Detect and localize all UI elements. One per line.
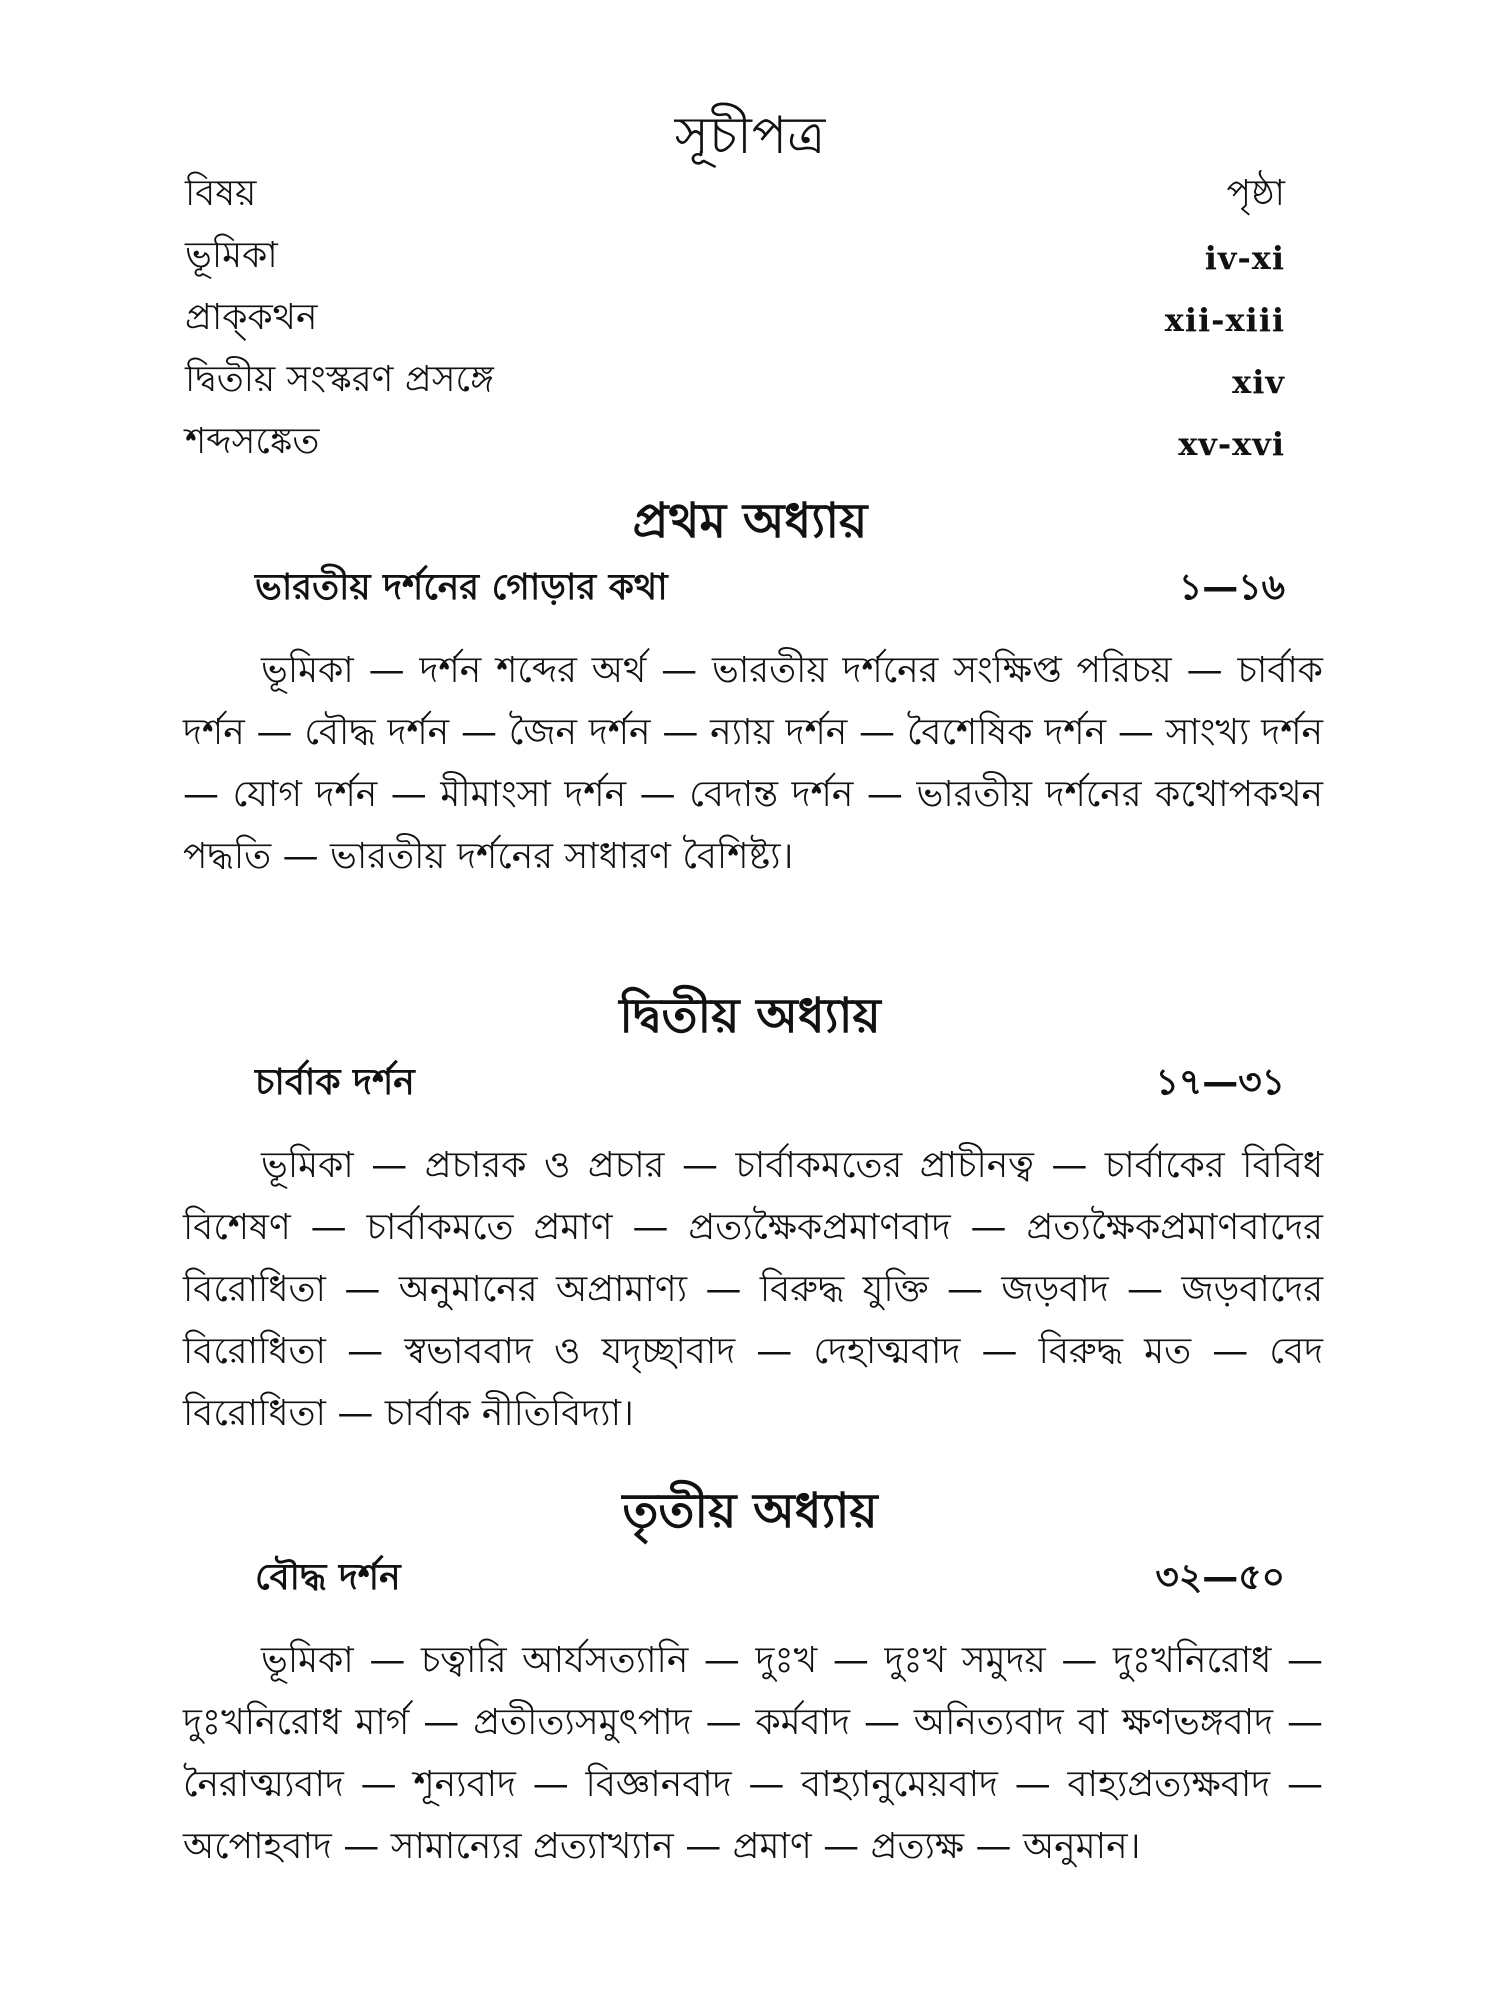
section-title: বৌদ্ধ দর্শন — [255, 1557, 401, 1598]
page-title: সূচীপত্র — [674, 106, 826, 166]
toc-entry[interactable] — [185, 416, 1285, 472]
toc-entry-page: xv-xvi — [1178, 425, 1285, 463]
toc-entry[interactable] — [185, 292, 1285, 348]
toc-entry-page: xii-xiii — [1164, 301, 1285, 339]
section-title: ভারতীয় দর্শনের গোড়ার কথা — [255, 567, 668, 608]
page-column-label: পৃষ্ঠা — [1226, 173, 1285, 214]
section-pages: ১—১৬ — [1178, 567, 1285, 608]
subject-column-label: বিষয় — [185, 173, 257, 214]
toc-entry-label: শব্দসঙ্কেত — [185, 421, 320, 462]
toc-entry-page: iv-xi — [1204, 239, 1285, 277]
chapter-section-row[interactable] — [255, 560, 1285, 620]
chapter-heading: দ্বিতীয় অধ্যায় — [619, 988, 881, 1044]
chapter-summary: ভূমিকা — দর্শন শব্দের অর্থ — ভারতীয় দর্শনের সংক্ষিপ্ত পরিচয় — চার্বাক দর্শন — বৌদ্ধ দর্শন — জৈন দর্শন — ন্যায় দর্শন — বৈশেষিক দর্শন — সাংখ্য দর্শন — যোগ দর্শন — মীমাংসা দর্শন — বেদান্ত দর্শন — ভারতীয় দর্শনের কথোপকথন পদ্ধতি — ভারতীয় দর্শনের সাধারণ বৈশিষ্ট্য। — [183, 650, 1323, 877]
chapter-heading: তৃতীয় অধ্যায় — [622, 1483, 878, 1539]
chapter-heading: প্রথম অধ্যায় — [632, 493, 868, 549]
section-pages: ১৭—৩১ — [1155, 1062, 1285, 1103]
toc-entry-label: ভূমিকা — [185, 235, 278, 276]
toc-entry-label: প্রাক্‌কথন — [185, 297, 318, 338]
toc-entry[interactable] — [185, 230, 1285, 286]
chapter-section-row[interactable] — [255, 1055, 1285, 1115]
section-title: চার্বাক দর্শন — [255, 1062, 415, 1103]
chapter-section-row[interactable] — [255, 1550, 1285, 1610]
toc-header-row — [185, 168, 1285, 224]
chapter-summary: ভূমিকা — চত্বারি আর্যসত্যানি — দুঃখ — দুঃখ সমুদয় — দুঃখনিরোধ — দুঃখনিরোধ মার্গ — প্রতীত্যসমুৎপাদ — কর্মবাদ — অনিত্যবাদ বা ক্ষণভঙ্গবাদ — নৈরাত্ম্যবাদ — শূন্যবাদ — বিজ্ঞানবাদ — বাহ্যানুমেয়বাদ — বাহ্যপ্রত্যক্ষবাদ — অপোহবাদ — সামান্যের প্রত্যাখ্যান — প্রমাণ — প্রত্যক্ষ — অনুমান। — [183, 1640, 1323, 1867]
toc-entry-page: xiv — [1232, 363, 1285, 401]
chapter-summary: ভূমিকা — প্রচারক ও প্রচার — চার্বাকমতের প্রাচীনত্ব — চার্বাকের বিবিধ বিশেষণ — চার্বাকমতে প্রমাণ — প্রত্যক্ষৈকপ্রমাণবাদ — প্রত্যক্ষৈকপ্রমাণবাদের বিরোধিতা — অনুমানের অপ্রামাণ্য — বিরুদ্ধ যুক্তি — জড়বাদ — জড়বাদের বিরোধিতা — স্বভাববাদ ও যদৃচ্ছাবাদ — দেহাত্মবাদ — বিরুদ্ধ মত — বেদ বিরোধিতা — চার্বাক নীতিবিদ্যা। — [183, 1145, 1323, 1434]
toc-entry[interactable] — [185, 354, 1285, 410]
section-pages: ৩২—৫০ — [1155, 1557, 1285, 1598]
toc-entry-label: দ্বিতীয় সংস্করণ প্রসঙ্গে — [185, 359, 494, 400]
